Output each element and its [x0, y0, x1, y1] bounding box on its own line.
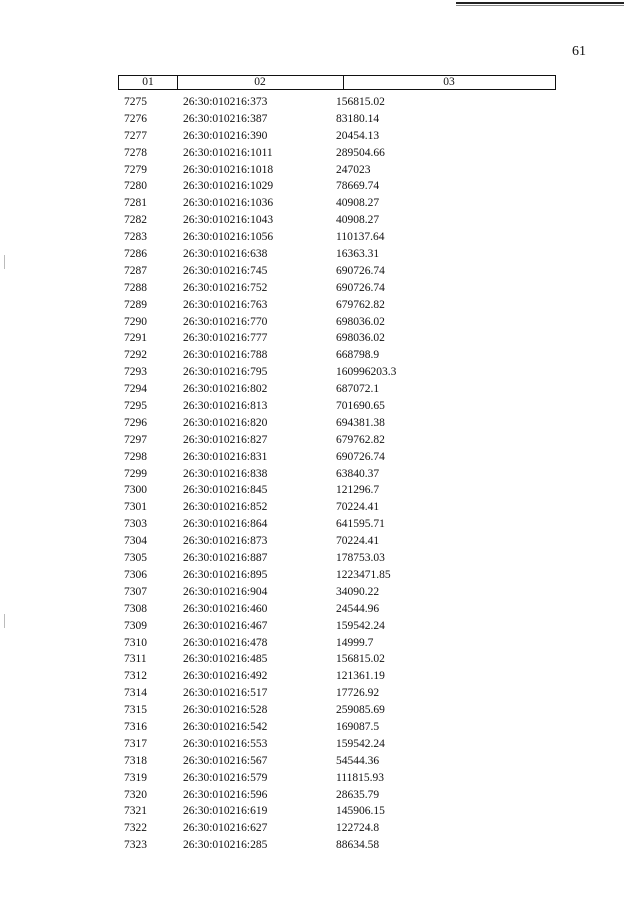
cadastral-number: 26:30:010216:390	[183, 129, 268, 142]
table-row	[118, 246, 558, 263]
row-number: 7294	[124, 383, 147, 396]
row-value: 679762.82	[336, 298, 385, 311]
table-row	[118, 162, 558, 179]
cadastral-number: 26:30:010216:492	[183, 670, 268, 683]
table-row	[118, 415, 558, 432]
cadastral-number: 26:30:010216:752	[183, 281, 268, 294]
header-col-1: 01	[119, 76, 178, 89]
cadastral-number: 26:30:010216:373	[183, 96, 268, 108]
row-value: 247023	[336, 163, 371, 176]
row-value: 698036.02	[336, 315, 385, 328]
row-number: 7289	[124, 298, 147, 311]
table-row	[118, 753, 558, 770]
row-value: 160996203.3	[336, 366, 397, 379]
cadastral-number: 26:30:010216:763	[183, 298, 268, 311]
cadastral-number: 26:30:010216:831	[183, 450, 268, 463]
row-value: 679762.82	[336, 433, 385, 446]
row-value: 690726.74	[336, 264, 385, 277]
table-row	[118, 651, 558, 668]
cadastral-number: 26:30:010216:627	[183, 822, 268, 835]
page-number: 61	[572, 44, 586, 59]
row-number: 7304	[124, 535, 147, 548]
table-header	[118, 75, 556, 90]
cadastral-number: 26:30:010216:1036	[183, 197, 274, 210]
row-number: 7311	[124, 653, 147, 666]
row-number: 7288	[124, 281, 147, 294]
table-row	[118, 719, 558, 736]
cadastral-number: 26:30:010216:485	[183, 653, 268, 666]
table-row	[118, 212, 558, 229]
cadastral-number: 26:30:010216:873	[183, 535, 268, 548]
row-value: 34090.22	[336, 585, 380, 598]
cadastral-number: 26:30:010216:1029	[183, 180, 274, 193]
top-rule	[456, 2, 624, 4]
cadastral-number: 26:30:010216:777	[183, 332, 268, 345]
table-row	[118, 820, 558, 837]
table-row	[118, 432, 558, 449]
row-value: 687072.1	[336, 383, 380, 396]
table-row	[118, 516, 558, 533]
row-value: 63840.37	[336, 467, 380, 480]
cadastral-number: 26:30:010216:1056	[183, 231, 274, 244]
row-value: 159542.24	[336, 737, 385, 750]
row-number: 7307	[124, 585, 147, 598]
cadastral-number: 26:30:010216:904	[183, 585, 268, 598]
cadastral-number: 26:30:010216:1043	[183, 214, 274, 227]
row-value: 78669.74	[336, 180, 380, 193]
row-value: 156815.02	[336, 653, 385, 666]
cadastral-number: 26:30:010216:517	[183, 687, 268, 700]
table-row	[118, 128, 558, 145]
cadastral-number: 26:30:010216:795	[183, 366, 268, 379]
row-value: 88634.58	[336, 839, 380, 852]
row-value: 70224.41	[336, 501, 380, 514]
cadastral-number: 26:30:010216:528	[183, 704, 268, 717]
cadastral-number: 26:30:010216:1018	[183, 163, 274, 176]
table-row	[118, 330, 558, 347]
table-row	[118, 635, 558, 652]
row-number: 7319	[124, 771, 147, 784]
cadastral-number: 26:30:010216:788	[183, 349, 268, 362]
row-number: 7315	[124, 704, 147, 717]
table-row	[118, 567, 558, 584]
row-value: 698036.02	[336, 332, 385, 345]
scan-mark	[4, 614, 5, 628]
table-row	[118, 398, 558, 415]
table-row	[118, 449, 558, 466]
cadastral-number: 26:30:010216:638	[183, 248, 268, 261]
row-number: 7293	[124, 366, 147, 379]
table-row	[118, 94, 558, 111]
row-value: 17726.92	[336, 687, 380, 700]
table-row	[118, 280, 558, 297]
row-number: 7303	[124, 518, 147, 531]
table-row	[118, 533, 558, 550]
cadastral-number: 26:30:010216:770	[183, 315, 268, 328]
row-value: 111815.93	[336, 771, 385, 784]
row-number: 7286	[124, 248, 147, 261]
row-number: 7309	[124, 619, 147, 632]
row-value: 169087.5	[336, 720, 380, 733]
cadastral-number: 26:30:010216:845	[183, 484, 268, 497]
row-number: 7317	[124, 737, 147, 750]
cadastral-number: 26:30:010216:387	[183, 112, 268, 125]
table-row	[118, 837, 558, 854]
table-row	[118, 736, 558, 753]
row-value: 178753.03	[336, 552, 385, 565]
table-row	[118, 229, 558, 246]
table-row	[118, 482, 558, 499]
row-number: 7278	[124, 146, 147, 159]
row-number: 7296	[124, 416, 147, 429]
table-row	[118, 145, 558, 162]
row-number: 7320	[124, 788, 147, 801]
table-row	[118, 297, 558, 314]
table-row	[118, 178, 558, 195]
row-number: 7297	[124, 433, 147, 446]
table-row	[118, 195, 558, 212]
row-number: 7300	[124, 484, 147, 497]
row-number: 7275	[124, 96, 147, 108]
row-number: 7308	[124, 602, 147, 615]
table-row	[118, 685, 558, 702]
table-body	[118, 94, 558, 854]
table-row	[118, 803, 558, 820]
cadastral-number: 26:30:010216:567	[183, 754, 268, 767]
table-row	[118, 584, 558, 601]
table-row	[118, 601, 558, 618]
row-number: 7292	[124, 349, 147, 362]
cadastral-number: 26:30:010216:619	[183, 805, 268, 818]
table-row	[118, 466, 558, 483]
row-value: 28635.79	[336, 788, 380, 801]
row-value: 690726.74	[336, 281, 385, 294]
cadastral-number: 26:30:010216:827	[183, 433, 268, 446]
row-value: 54544.36	[336, 754, 380, 767]
row-value: 24544.96	[336, 602, 380, 615]
row-value: 159542.24	[336, 619, 385, 632]
cadastral-number: 26:30:010216:596	[183, 788, 268, 801]
cadastral-number: 26:30:010216:864	[183, 518, 268, 531]
table-row	[118, 618, 558, 635]
row-number: 7322	[124, 822, 147, 835]
row-value: 40908.27	[336, 197, 380, 210]
row-value: 83180.14	[336, 112, 380, 125]
row-number: 7306	[124, 568, 147, 581]
row-value: 14999.7	[336, 636, 374, 649]
cadastral-number: 26:30:010216:579	[183, 771, 268, 784]
row-number: 7280	[124, 180, 147, 193]
cadastral-number: 26:30:010216:820	[183, 416, 268, 429]
cadastral-number: 26:30:010216:813	[183, 400, 268, 413]
table-row	[118, 787, 558, 804]
row-number: 7316	[124, 720, 147, 733]
row-value: 668798.9	[336, 349, 380, 362]
table-row	[118, 364, 558, 381]
cadastral-number: 26:30:010216:553	[183, 737, 268, 750]
row-number: 7283	[124, 231, 147, 244]
table-row	[118, 111, 558, 128]
header-col-3: 03	[443, 76, 455, 88]
row-number: 7277	[124, 129, 147, 142]
cadastral-number: 26:30:010216:745	[183, 264, 268, 277]
row-number: 7301	[124, 501, 147, 514]
scan-mark	[4, 255, 5, 269]
row-number: 7312	[124, 670, 147, 683]
table-row	[118, 314, 558, 331]
cadastral-number: 26:30:010216:285	[183, 839, 268, 852]
row-value: 121296.7	[336, 484, 380, 497]
row-number: 7305	[124, 552, 147, 565]
row-value: 641595.71	[336, 518, 385, 531]
cadastral-number: 26:30:010216:467	[183, 619, 268, 632]
row-value: 690726.74	[336, 450, 385, 463]
row-value: 259085.69	[336, 704, 385, 717]
cadastral-number: 26:30:010216:887	[183, 552, 268, 565]
row-value: 289504.66	[336, 146, 385, 159]
cadastral-number: 26:30:010216:542	[183, 720, 268, 733]
row-number: 7295	[124, 400, 147, 413]
row-number: 7281	[124, 197, 147, 210]
row-value: 701690.65	[336, 400, 385, 413]
row-value: 122724.8	[336, 822, 380, 835]
table-row	[118, 347, 558, 364]
top-rule-thin	[456, 5, 624, 6]
row-number: 7291	[124, 332, 147, 345]
cadastral-number: 26:30:010216:852	[183, 501, 268, 514]
row-value: 156815.02	[336, 96, 385, 108]
table-row	[118, 499, 558, 516]
row-number: 7318	[124, 754, 147, 767]
table-row	[118, 550, 558, 567]
row-value: 16363.31	[336, 248, 380, 261]
cadastral-number: 26:30:010216:1011	[183, 146, 273, 159]
row-value: 110137.64	[336, 231, 385, 244]
row-value: 1223471.85	[336, 568, 391, 581]
row-value: 121361.19	[336, 670, 385, 683]
table-row	[118, 702, 558, 719]
row-number: 7276	[124, 112, 147, 125]
row-number: 7314	[124, 687, 147, 700]
row-number: 7299	[124, 467, 147, 480]
table-row	[118, 770, 558, 787]
header-col-2: 02	[177, 76, 344, 89]
row-number: 7287	[124, 264, 147, 277]
cadastral-number: 26:30:010216:478	[183, 636, 268, 649]
row-number: 7279	[124, 163, 147, 176]
row-number: 7310	[124, 636, 147, 649]
row-number: 7290	[124, 315, 147, 328]
cadastral-number: 26:30:010216:802	[183, 383, 268, 396]
row-value: 40908.27	[336, 214, 380, 227]
row-value: 145906.15	[336, 805, 385, 818]
row-value: 20454.13	[336, 129, 380, 142]
table-row	[118, 668, 558, 685]
table-row	[118, 381, 558, 398]
row-number: 7321	[124, 805, 147, 818]
cadastral-number: 26:30:010216:460	[183, 602, 268, 615]
cadastral-number: 26:30:010216:895	[183, 568, 268, 581]
table-row	[118, 263, 558, 280]
cadastral-number: 26:30:010216:838	[183, 467, 268, 480]
row-value: 70224.41	[336, 535, 380, 548]
row-number: 7323	[124, 839, 147, 852]
row-number: 7282	[124, 214, 147, 227]
row-value: 694381.38	[336, 416, 385, 429]
row-number: 7298	[124, 450, 147, 463]
